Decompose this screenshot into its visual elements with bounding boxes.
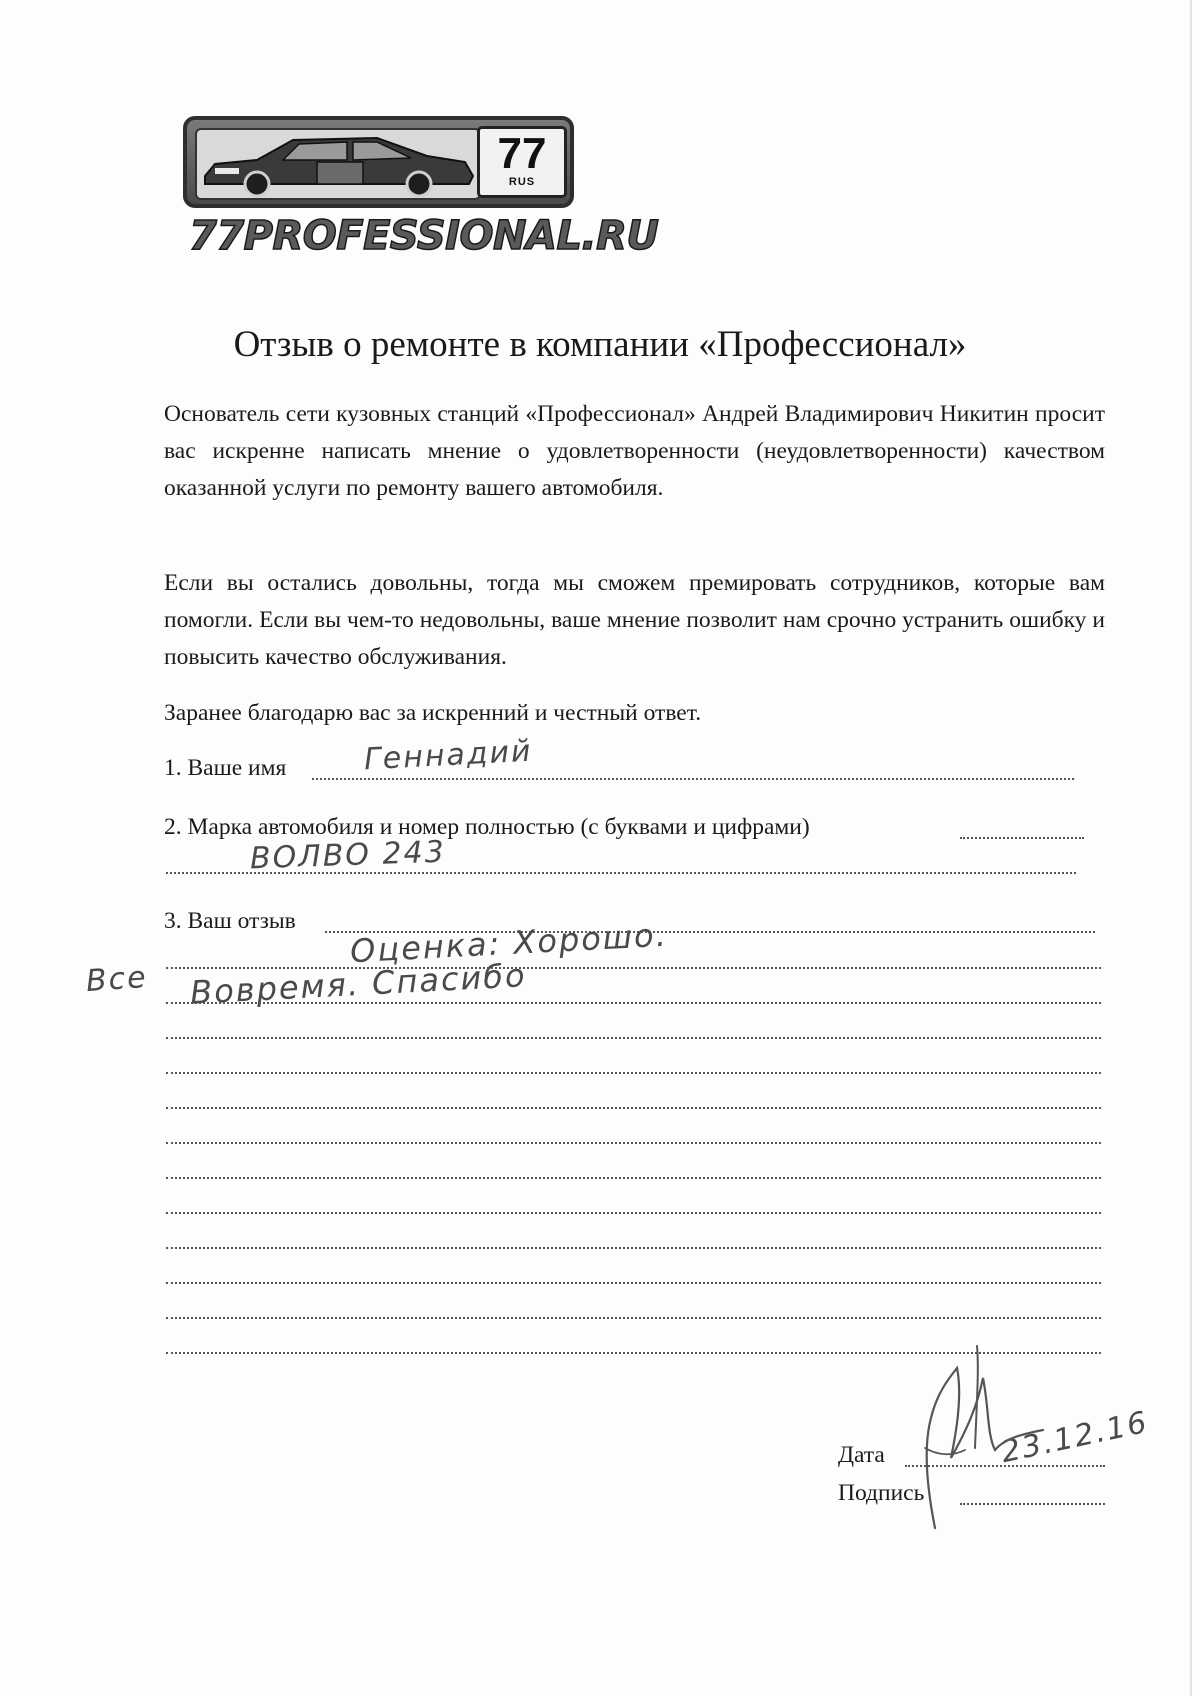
logo-region-plate <box>477 126 567 198</box>
review-line <box>166 967 1101 969</box>
review-line <box>166 1282 1101 1284</box>
review-line <box>166 1037 1101 1039</box>
logo-region-number: 77 <box>497 129 547 178</box>
review-line <box>166 1142 1101 1144</box>
logo-site-name: 77PROFESSIONAL.RU <box>189 213 659 259</box>
answer-review-prefix: Все <box>84 959 149 1000</box>
date-value: 23.12.16 <box>997 1404 1152 1471</box>
review-line <box>166 1247 1101 1249</box>
question-car-label: 2. Марка автомобиля и номер полностью (с буквами и цифрами) <box>164 814 810 840</box>
handwritten-signature <box>905 1338 1045 1538</box>
logo-region-code: RUS <box>508 176 536 188</box>
answer-review-line2: Вовремя. Спасибо <box>189 956 528 1012</box>
question-name-label: 1. Ваше имя <box>164 755 287 781</box>
answer-line <box>312 778 1074 780</box>
logo-car-image <box>195 128 481 200</box>
thanks-paragraph: Заранее благодарю вас за искренний и честный ответ. <box>164 700 702 726</box>
answer-name: Геннадий <box>363 733 534 778</box>
answer-review-line1: Оценка: Хорошо. <box>349 915 669 971</box>
intro-paragraph: Основатель сети кузовных станций «Профессионал» Андрей Владимирович Никитин просит вас искренне написать мнение о удовлетворенности (неудовлетворенности) качеством оказанной услуги по ремонту вашего автомобиля. <box>164 401 1105 501</box>
date-label: Дата <box>838 1442 885 1468</box>
review-line <box>166 1212 1101 1214</box>
purpose-paragraph: Если вы остались довольны, тогда мы сможем премировать сотрудников, которые вам помогли. Если вы чем-то недовольны, ваше мнение позволит нам срочно устранить ошибку и повысить качество обслуживания. <box>164 570 1105 670</box>
answer-line <box>960 837 1084 839</box>
question-review-label: 3. Ваш отзыв <box>164 908 296 934</box>
review-line <box>166 1072 1101 1074</box>
review-line <box>166 1177 1101 1179</box>
page-edge <box>1190 0 1192 1696</box>
logo-plate <box>183 116 574 208</box>
car-icon <box>197 130 479 198</box>
document-title: Отзыв о ремонте в компании «Профессионал» <box>233 324 967 365</box>
company-logo <box>183 116 659 266</box>
review-line <box>166 1002 1101 1004</box>
review-line <box>166 1317 1101 1319</box>
signature-label: Подпись <box>838 1480 925 1506</box>
answer-car: ВОЛВО 243 <box>249 834 447 877</box>
review-line <box>166 1107 1101 1109</box>
